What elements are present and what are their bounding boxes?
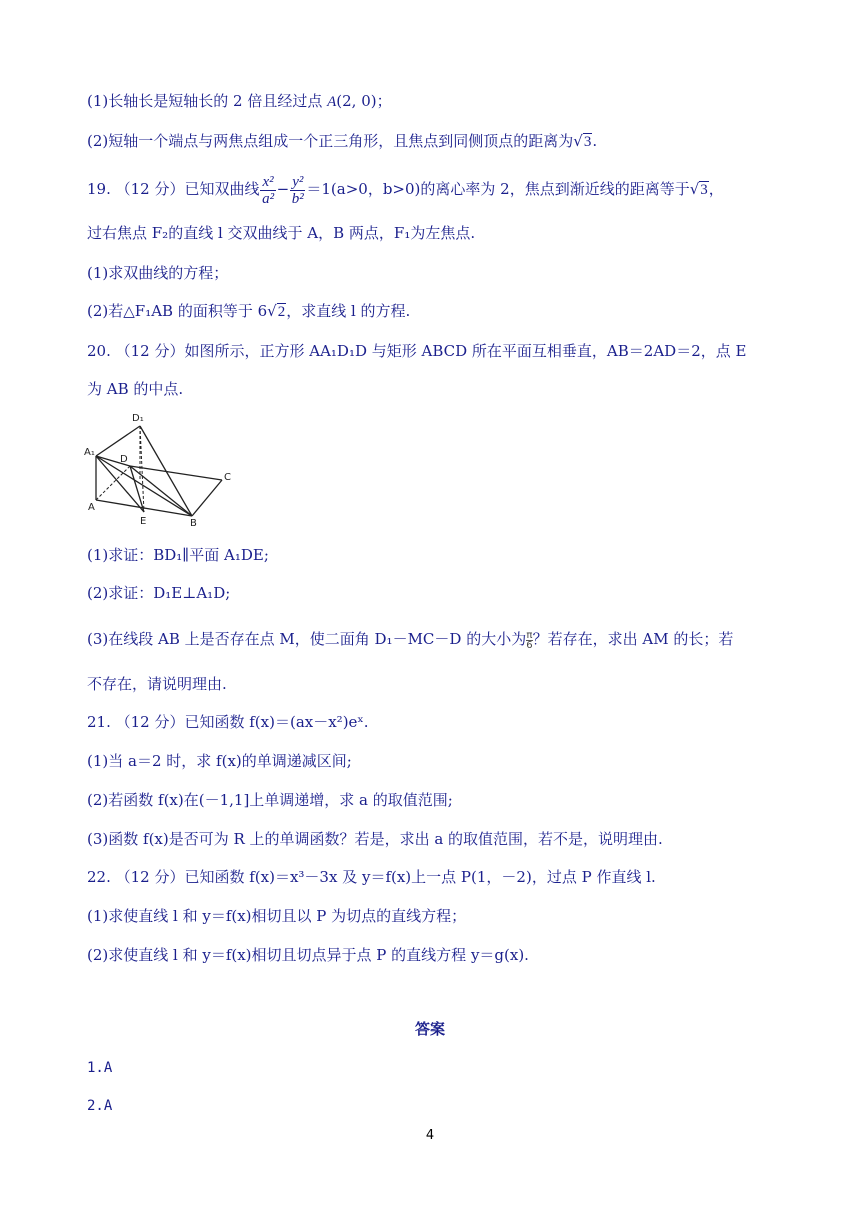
q18-part2: (2)短轴一个端点与两焦点组成一个正三角形，且焦点到同侧顶点的距离为√3. <box>87 130 597 153</box>
sqrt-symbol: √3 <box>689 180 708 198</box>
answer-item: 2.A <box>87 1098 113 1114</box>
geometry-figure <box>82 408 242 528</box>
q20-part3-line2: 不存在，请说明理由. <box>87 675 227 693</box>
sqrt-symbol: √3 <box>573 132 592 150</box>
label-a1: A₁ <box>84 447 95 458</box>
fraction-x2-a2: $\frac{\text{x²}}{\text{a²}}$ <box>262 173 275 207</box>
fraction-pi-6: $\frac{\pi}{6}$ <box>526 629 533 651</box>
q19-line2: 过右焦点 F₂的直线 l 交双曲线于 A，B 两点，F₁为左焦点. <box>87 224 476 242</box>
label-c: C <box>224 472 231 483</box>
label-a: A <box>88 502 95 513</box>
q20-part2: (2)求证：D₁E⊥A₁D; <box>87 584 231 602</box>
answer-item: 1.A <box>87 1060 113 1076</box>
q22-stem: 22. （12 分）已知函数 f(x)＝x³－3x 及 y＝f(x)上一点 P(1，－2)，过点 P 作直线 l. <box>87 868 656 886</box>
fraction-y2-b2: $\frac{\text{y²}}{\text{b²}}$ <box>291 173 304 207</box>
q20-part1: (1)求证：BD₁∥平面 A₁DE; <box>87 546 269 564</box>
q20-part3: (3)在线段 AB 上是否存在点 M，使二面角 D₁－MC－D 的大小为 $\frac{\pi}{6}$？若存在，求出 AM 的长；若 <box>87 629 734 651</box>
q21-part1: (1)当 a＝2 时，求 f(x)的单调递减区间; <box>87 752 352 770</box>
q20-stem: 20. （12 分）如图所示，正方形 AA₁D₁D 与矩形 ABCD 所在平面互相垂直，AB＝2AD＝2，点 E <box>87 342 747 360</box>
q19-stem: 19. （12 分）已知双曲线 $\frac{\text{x²}}{\text{a²}}$ − $\frac{\text{y²}}{\text{b²}}$ ＝1(a>0，b>0)的离心率为 2，焦点到渐近线的距离等于√3， <box>87 173 724 207</box>
label-d: D <box>120 454 128 465</box>
sqrt-symbol: √2 <box>267 302 286 320</box>
label-b: B <box>190 518 197 528</box>
edge-b-c <box>192 480 222 516</box>
q19-part1: (1)求双曲线的方程； <box>87 264 229 282</box>
q19-part2: (2)若△F₁AB 的面积等于 6√2，求直线 l 的方程. <box>87 300 410 323</box>
q22-part2: (2)求使直线 l 和 y＝f(x)相切且切点异于点 P 的直线方程 y＝g(x). <box>87 946 529 964</box>
label-e: E <box>140 516 147 527</box>
label-d1: D₁ <box>132 413 144 424</box>
answer-heading: 答案 <box>414 1020 445 1038</box>
q20-stem-line2: 为 AB 的中点. <box>87 380 184 398</box>
q21-stem: 21. （12 分）已知函数 f(x)＝(ax－x²)eˣ. <box>87 713 369 731</box>
q22-part1: (1)求使直线 l 和 y＝f(x)相切且以 P 为切点的直线方程； <box>87 907 467 925</box>
q21-part3: (3)函数 f(x)是否可为 R 上的单调函数？若是，求出 a 的取值范围，若不是，说明理由. <box>87 830 663 848</box>
q18-part1: (1)长轴长是短轴长的 2 倍且经过点 A(2, 0)； <box>87 92 392 110</box>
q21-part2: (2)若函数 f(x)在(－1,1]上单调递增，求 a 的取值范围; <box>87 791 453 809</box>
dashed-a-d <box>96 466 130 500</box>
page-number: 4 <box>425 1128 435 1143</box>
edge-d1-a1 <box>96 426 140 456</box>
